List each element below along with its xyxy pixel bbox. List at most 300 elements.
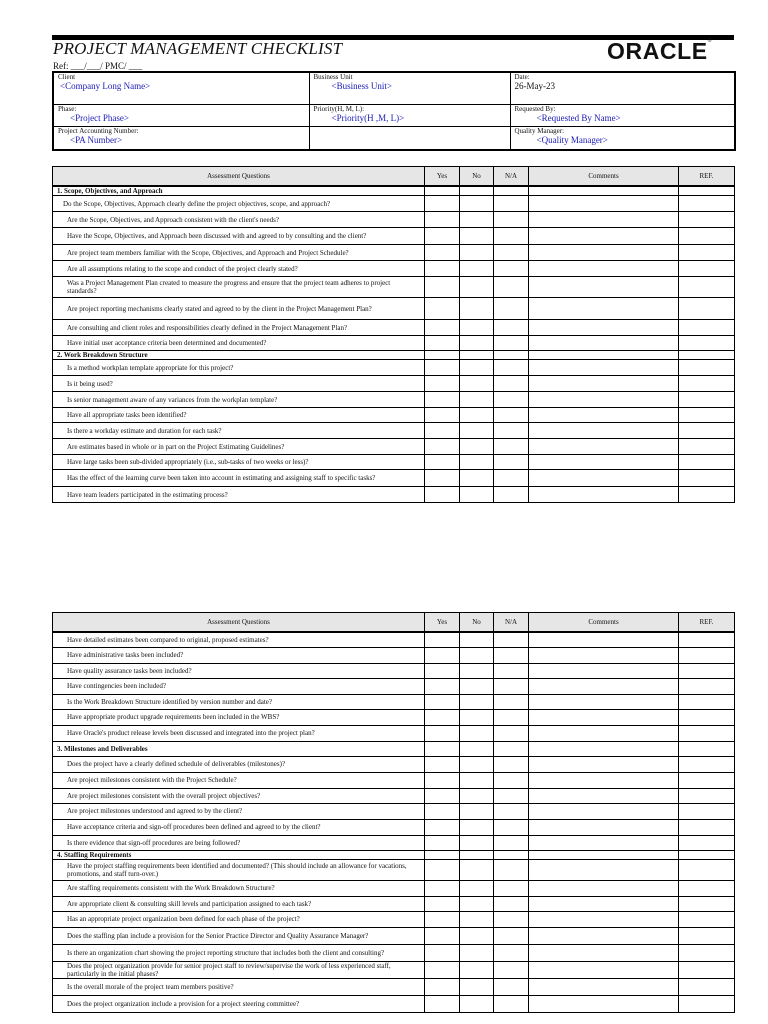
yes-cell[interactable]	[425, 277, 460, 298]
yes-cell	[425, 186, 460, 196]
ref-cell[interactable]	[679, 196, 735, 212]
ref-cell[interactable]	[679, 392, 735, 408]
na-cell[interactable]	[494, 995, 529, 1012]
ref-cell[interactable]	[679, 859, 735, 880]
na-cell	[494, 186, 529, 196]
question-text: Are estimates based in whole or in part on the Project Estimating Guidelines?	[53, 439, 425, 455]
no-cell[interactable]	[460, 392, 494, 408]
na-cell[interactable]	[494, 277, 529, 298]
no-cell[interactable]	[460, 978, 494, 995]
question-text: Do the Scope, Objectives, Approach clearly define the project objectives, scope, and approach?	[53, 196, 425, 212]
na-cell[interactable]	[494, 336, 529, 351]
na-cell[interactable]	[494, 911, 529, 927]
table-row	[53, 320, 735, 336]
comments-cell[interactable]	[529, 298, 679, 320]
na-cell[interactable]	[494, 788, 529, 803]
na-cell[interactable]	[494, 261, 529, 277]
table-row	[53, 725, 735, 741]
na-cell[interactable]	[494, 927, 529, 944]
question-text: Have the project staffing requirements been identified and documented? (This should include an allowance for vacations, promotions, and staff turn-over.)	[53, 859, 425, 880]
na-cell[interactable]	[494, 725, 529, 741]
no-cell[interactable]	[460, 261, 494, 277]
table-row	[53, 408, 735, 423]
question-text: Are staffing requirements consistent with the Work Breakdown Structure?	[53, 880, 425, 896]
ref-cell	[679, 186, 735, 196]
na-cell[interactable]	[494, 632, 529, 647]
no-cell[interactable]	[460, 803, 494, 819]
ref-cell[interactable]	[679, 788, 735, 803]
table-row	[53, 911, 735, 927]
yes-cell[interactable]	[425, 439, 460, 455]
phase-label: Phase:	[58, 104, 77, 113]
table-row	[53, 859, 735, 880]
col-ref: REF.	[679, 613, 735, 633]
table-row	[53, 663, 735, 678]
yes-cell[interactable]	[425, 978, 460, 995]
yes-cell	[425, 351, 460, 360]
comments-cell[interactable]	[529, 632, 679, 647]
yes-cell[interactable]	[425, 803, 460, 819]
phase-cell	[53, 104, 309, 126]
ref-cell[interactable]	[679, 298, 735, 320]
table-row	[53, 880, 735, 896]
yes-cell[interactable]	[425, 880, 460, 896]
ref-cell[interactable]	[679, 212, 735, 228]
yes-cell[interactable]	[425, 487, 460, 503]
no-cell[interactable]	[460, 423, 494, 439]
yes-cell[interactable]	[425, 995, 460, 1012]
ref-cell[interactable]	[679, 439, 735, 455]
yes-cell[interactable]	[425, 647, 460, 663]
table-row	[53, 896, 735, 911]
question-text: Have all appropriate tasks been identified?	[53, 408, 425, 423]
question-text: Have the Scope, Objectives, and Approach been discussed with and agreed to by consulting and the client?	[53, 228, 425, 245]
no-cell[interactable]	[460, 228, 494, 245]
document-title: PROJECT MANAGEMENT CHECKLIST	[53, 39, 343, 58]
yes-cell[interactable]	[425, 896, 460, 911]
priority-label: Priority(H, M, L):	[313, 104, 365, 113]
no-cell[interactable]	[460, 709, 494, 725]
question-text: Are project team members familiar with the Scope, Objectives, and Approach and Project Schedule?	[53, 245, 425, 261]
na-cell	[494, 351, 529, 360]
ref-cell[interactable]	[679, 678, 735, 694]
ref-cell[interactable]	[679, 896, 735, 911]
na-cell[interactable]	[494, 196, 529, 212]
yes-cell[interactable]	[425, 360, 460, 376]
ref-cell[interactable]	[679, 944, 735, 961]
ref-cell[interactable]	[679, 470, 735, 487]
comments-cell[interactable]	[529, 756, 679, 772]
no-cell[interactable]	[460, 298, 494, 320]
na-cell[interactable]	[494, 470, 529, 487]
comments-cell[interactable]	[529, 819, 679, 835]
no-cell[interactable]	[460, 196, 494, 212]
ref-cell[interactable]	[679, 663, 735, 678]
ref-cell[interactable]	[679, 819, 735, 835]
na-cell[interactable]	[494, 961, 529, 978]
comments-cell[interactable]	[529, 392, 679, 408]
quality-manager-label: Quality Manager:	[514, 126, 565, 135]
yes-cell[interactable]	[425, 392, 460, 408]
question-text: Are project milestones consistent with the overall project objectives?	[53, 788, 425, 803]
comments-cell[interactable]	[529, 961, 679, 978]
question-text: Have large tasks been sub-divided appropriately (i.e., sub-tasks of two weeks or less)?	[53, 455, 425, 470]
ref-cell[interactable]	[679, 772, 735, 788]
comments-cell[interactable]	[529, 978, 679, 995]
oracle-logo-text: ORACLE	[607, 38, 708, 64]
question-text: Is a method workplan template appropriate for this project?	[53, 360, 425, 376]
yes-cell[interactable]	[425, 709, 460, 725]
requested-by-value[interactable]: <Requested By Name>	[536, 112, 621, 123]
no-cell[interactable]	[460, 439, 494, 455]
no-cell[interactable]	[460, 455, 494, 470]
comments-cell[interactable]	[529, 835, 679, 850]
question-text: Is there a workday estimate and duration for each task?	[53, 423, 425, 439]
comments-cell[interactable]	[529, 455, 679, 470]
section-heading: 4. Staffing Requirements	[53, 850, 425, 859]
comments-cell[interactable]	[529, 245, 679, 261]
yes-cell[interactable]	[425, 694, 460, 709]
question-text: Are all assumptions relating to the scope and conduct of the project clearly stated?	[53, 261, 425, 277]
ref-cell[interactable]	[679, 261, 735, 277]
no-cell[interactable]	[460, 277, 494, 298]
ref-cell[interactable]	[679, 376, 735, 392]
na-cell[interactable]	[494, 944, 529, 961]
comments-cell[interactable]	[529, 408, 679, 423]
yes-cell[interactable]	[425, 927, 460, 944]
date-label: Date:	[514, 73, 530, 81]
no-cell[interactable]	[460, 756, 494, 772]
no-cell[interactable]	[460, 647, 494, 663]
comments-cell[interactable]	[529, 911, 679, 927]
comments-cell[interactable]	[529, 788, 679, 803]
na-cell[interactable]	[494, 694, 529, 709]
section-row	[53, 351, 735, 360]
na-cell[interactable]	[494, 320, 529, 336]
na-cell[interactable]	[494, 298, 529, 320]
section-row	[53, 850, 735, 859]
ref-cell	[679, 850, 735, 859]
comments-cell[interactable]	[529, 663, 679, 678]
ref-cell[interactable]	[679, 487, 735, 503]
yes-cell[interactable]	[425, 245, 460, 261]
na-cell[interactable]	[494, 408, 529, 423]
table-row	[53, 632, 735, 647]
comments-cell[interactable]	[529, 647, 679, 663]
ref-cell[interactable]	[679, 336, 735, 351]
priority-value[interactable]: <Priority(H ,M, L)>	[331, 112, 405, 123]
comments-cell[interactable]	[529, 423, 679, 439]
na-cell[interactable]	[494, 709, 529, 725]
quality-manager-value[interactable]: <Quality Manager>	[536, 134, 608, 145]
table-row	[53, 709, 735, 725]
yes-cell[interactable]	[425, 298, 460, 320]
yes-cell[interactable]	[425, 228, 460, 245]
comments-cell[interactable]	[529, 880, 679, 896]
no-cell[interactable]	[460, 725, 494, 741]
question-text: Have acceptance criteria and sign-off procedures been defined and agreed to by the client?	[53, 819, 425, 835]
comments-cell[interactable]	[529, 261, 679, 277]
no-cell[interactable]	[460, 245, 494, 261]
no-cell	[460, 850, 494, 859]
na-cell[interactable]	[494, 228, 529, 245]
no-cell[interactable]	[460, 212, 494, 228]
ref-cell[interactable]	[679, 725, 735, 741]
na-cell[interactable]	[494, 245, 529, 261]
yes-cell[interactable]	[425, 470, 460, 487]
yes-cell[interactable]	[425, 261, 460, 277]
na-cell[interactable]	[494, 678, 529, 694]
comments-cell[interactable]	[529, 439, 679, 455]
na-cell[interactable]	[494, 376, 529, 392]
na-cell[interactable]	[494, 647, 529, 663]
ref-cell[interactable]	[679, 320, 735, 336]
no-cell[interactable]	[460, 772, 494, 788]
ref-cell[interactable]	[679, 647, 735, 663]
ref-cell[interactable]	[679, 423, 735, 439]
no-cell[interactable]	[460, 927, 494, 944]
section-heading: 1. Scope, Objectives, and Approach	[53, 186, 425, 196]
yes-cell[interactable]	[425, 663, 460, 678]
no-cell[interactable]	[460, 487, 494, 503]
checklist-table-1	[52, 166, 735, 503]
phase-value[interactable]: <Project Phase>	[70, 112, 129, 123]
client-cell	[53, 72, 309, 104]
business-unit-value[interactable]: <Business Unit>	[331, 81, 392, 91]
na-cell[interactable]	[494, 439, 529, 455]
no-cell[interactable]	[460, 408, 494, 423]
no-cell[interactable]	[460, 911, 494, 927]
question-text: Is there an organization chart showing the project reporting structure that includes both the client and consulting?	[53, 944, 425, 961]
comments-cell[interactable]	[529, 228, 679, 245]
ref-cell[interactable]	[679, 978, 735, 995]
comments-cell[interactable]	[529, 487, 679, 503]
na-cell[interactable]	[494, 487, 529, 503]
comments-cell[interactable]	[529, 277, 679, 298]
comments-cell[interactable]	[529, 859, 679, 880]
client-value[interactable]: <Company Long Name>	[60, 81, 151, 91]
date-value[interactable]: 26-May-23	[514, 81, 555, 91]
ref-cell[interactable]	[679, 632, 735, 647]
question-text: Are project milestones consistent with the Project Schedule?	[53, 772, 425, 788]
comments-cell[interactable]	[529, 360, 679, 376]
no-cell[interactable]	[460, 694, 494, 709]
question-text: Is it being used?	[53, 376, 425, 392]
yes-cell[interactable]	[425, 859, 460, 880]
na-cell[interactable]	[494, 663, 529, 678]
comments-cell[interactable]	[529, 694, 679, 709]
ref-cell[interactable]	[679, 880, 735, 896]
col-na: N/A	[494, 613, 529, 633]
table-row	[53, 694, 735, 709]
business-unit-cell	[309, 72, 510, 104]
no-cell[interactable]	[460, 880, 494, 896]
pa-number-cell	[53, 126, 309, 150]
ref-cell[interactable]	[679, 360, 735, 376]
yes-cell[interactable]	[425, 911, 460, 927]
question-text: Have detailed estimates been compared to original, proposed estimates?	[53, 632, 425, 647]
na-cell[interactable]	[494, 360, 529, 376]
yes-cell[interactable]	[425, 455, 460, 470]
yes-cell[interactable]	[425, 320, 460, 336]
yes-cell[interactable]	[425, 423, 460, 439]
no-cell[interactable]	[460, 788, 494, 803]
na-cell[interactable]	[494, 392, 529, 408]
table-row	[53, 944, 735, 961]
ref-cell[interactable]	[679, 961, 735, 978]
requested-by-cell	[510, 104, 735, 126]
col-yes: Yes	[425, 613, 460, 633]
table-row	[53, 678, 735, 694]
question-text: Has an appropriate project organization been defined for each phase of the project?	[53, 911, 425, 927]
no-cell[interactable]	[460, 678, 494, 694]
yes-cell[interactable]	[425, 772, 460, 788]
question-text: Does the staffing plan include a provision for the Senior Practice Director and Quality Assurance Manager?	[53, 927, 425, 944]
yes-cell[interactable]	[425, 819, 460, 835]
blank-cell	[309, 126, 510, 150]
comments-cell	[529, 186, 679, 196]
yes-cell[interactable]	[425, 196, 460, 212]
ref-cell[interactable]	[679, 911, 735, 927]
yes-cell[interactable]	[425, 944, 460, 961]
table-row	[53, 487, 735, 503]
no-cell[interactable]	[460, 835, 494, 850]
no-cell[interactable]	[460, 360, 494, 376]
no-cell[interactable]	[460, 320, 494, 336]
no-cell[interactable]	[460, 819, 494, 835]
comments-cell	[529, 351, 679, 360]
yes-cell[interactable]	[425, 756, 460, 772]
table-header	[53, 613, 735, 633]
table-row	[53, 392, 735, 408]
table-row	[53, 772, 735, 788]
ref-cell[interactable]	[679, 995, 735, 1012]
comments-cell[interactable]	[529, 772, 679, 788]
ref-cell[interactable]	[679, 927, 735, 944]
no-cell[interactable]	[460, 470, 494, 487]
yes-cell[interactable]	[425, 961, 460, 978]
ref-cell[interactable]	[679, 803, 735, 819]
na-cell	[494, 850, 529, 859]
oracle-logo: ORACLE®	[607, 38, 713, 64]
col-comments: Comments	[529, 613, 679, 633]
ref-cell[interactable]	[679, 756, 735, 772]
col-ref: REF.	[679, 167, 735, 187]
comments-cell[interactable]	[529, 896, 679, 911]
table-row	[53, 212, 735, 228]
na-cell[interactable]	[494, 772, 529, 788]
no-cell[interactable]	[460, 663, 494, 678]
no-cell[interactable]	[460, 336, 494, 351]
comments-cell[interactable]	[529, 944, 679, 961]
quality-manager-cell	[510, 126, 735, 150]
na-cell[interactable]	[494, 819, 529, 835]
table-row	[53, 245, 735, 261]
comments-cell[interactable]	[529, 725, 679, 741]
yes-cell[interactable]	[425, 336, 460, 351]
yes-cell[interactable]	[425, 725, 460, 741]
na-cell[interactable]	[494, 880, 529, 896]
na-cell[interactable]	[494, 835, 529, 850]
comments-cell[interactable]	[529, 470, 679, 487]
ref-cell[interactable]	[679, 228, 735, 245]
yes-cell[interactable]	[425, 212, 460, 228]
na-cell[interactable]	[494, 978, 529, 995]
na-cell[interactable]	[494, 803, 529, 819]
no-cell[interactable]	[460, 859, 494, 880]
project-info-table	[52, 71, 736, 151]
na-cell[interactable]	[494, 896, 529, 911]
ref-cell[interactable]	[679, 277, 735, 298]
table-row	[53, 647, 735, 663]
yes-cell[interactable]	[425, 835, 460, 850]
table-row	[53, 439, 735, 455]
ref-cell[interactable]	[679, 455, 735, 470]
col-assessment-questions: Assessment Questions	[53, 613, 425, 633]
yes-cell[interactable]	[425, 376, 460, 392]
question-text: Is the overall morale of the project team members positive?	[53, 978, 425, 995]
checklist-table-2	[52, 612, 735, 1013]
no-cell[interactable]	[460, 632, 494, 647]
comments-cell[interactable]	[529, 376, 679, 392]
no-cell[interactable]	[460, 995, 494, 1012]
table-row	[53, 455, 735, 470]
ref-cell[interactable]	[679, 709, 735, 725]
table-row	[53, 819, 735, 835]
table-row	[53, 788, 735, 803]
ref-cell	[679, 741, 735, 756]
no-cell[interactable]	[460, 376, 494, 392]
comments-cell[interactable]	[529, 678, 679, 694]
no-cell[interactable]	[460, 944, 494, 961]
comments-cell[interactable]	[529, 320, 679, 336]
comments-cell[interactable]	[529, 196, 679, 212]
question-text: Are appropriate client & consulting skill levels and participation assigned to each task?	[53, 896, 425, 911]
na-cell[interactable]	[494, 859, 529, 880]
pa-number-value[interactable]: <PA Number>	[70, 134, 123, 145]
comments-cell[interactable]	[529, 709, 679, 725]
ref-cell[interactable]	[679, 694, 735, 709]
yes-cell	[425, 850, 460, 859]
yes-cell[interactable]	[425, 408, 460, 423]
no-cell[interactable]	[460, 961, 494, 978]
no-cell[interactable]	[460, 896, 494, 911]
yes-cell[interactable]	[425, 632, 460, 647]
question-text: Has the effect of the learning curve been taken into account in estimating and assigning staff to specific tasks?	[53, 470, 425, 487]
na-cell[interactable]	[494, 455, 529, 470]
question-text: Is senior management aware of any variances from the workplan template?	[53, 392, 425, 408]
table-row	[53, 261, 735, 277]
ref-cell[interactable]	[679, 408, 735, 423]
na-cell[interactable]	[494, 423, 529, 439]
question-text: Is the Work Breakdown Structure identified by version number and date?	[53, 694, 425, 709]
question-text: Are consulting and client roles and responsibilities clearly defined in the Project Management Plan?	[53, 320, 425, 336]
ref-cell[interactable]	[679, 245, 735, 261]
comments-cell[interactable]	[529, 212, 679, 228]
ref-cell[interactable]	[679, 835, 735, 850]
priority-cell	[309, 104, 510, 126]
na-cell[interactable]	[494, 756, 529, 772]
comments-cell[interactable]	[529, 336, 679, 351]
yes-cell[interactable]	[425, 678, 460, 694]
na-cell[interactable]	[494, 212, 529, 228]
no-cell	[460, 186, 494, 196]
table-row	[53, 423, 735, 439]
comments-cell[interactable]	[529, 995, 679, 1012]
comments-cell[interactable]	[529, 927, 679, 944]
yes-cell[interactable]	[425, 788, 460, 803]
comments-cell[interactable]	[529, 803, 679, 819]
